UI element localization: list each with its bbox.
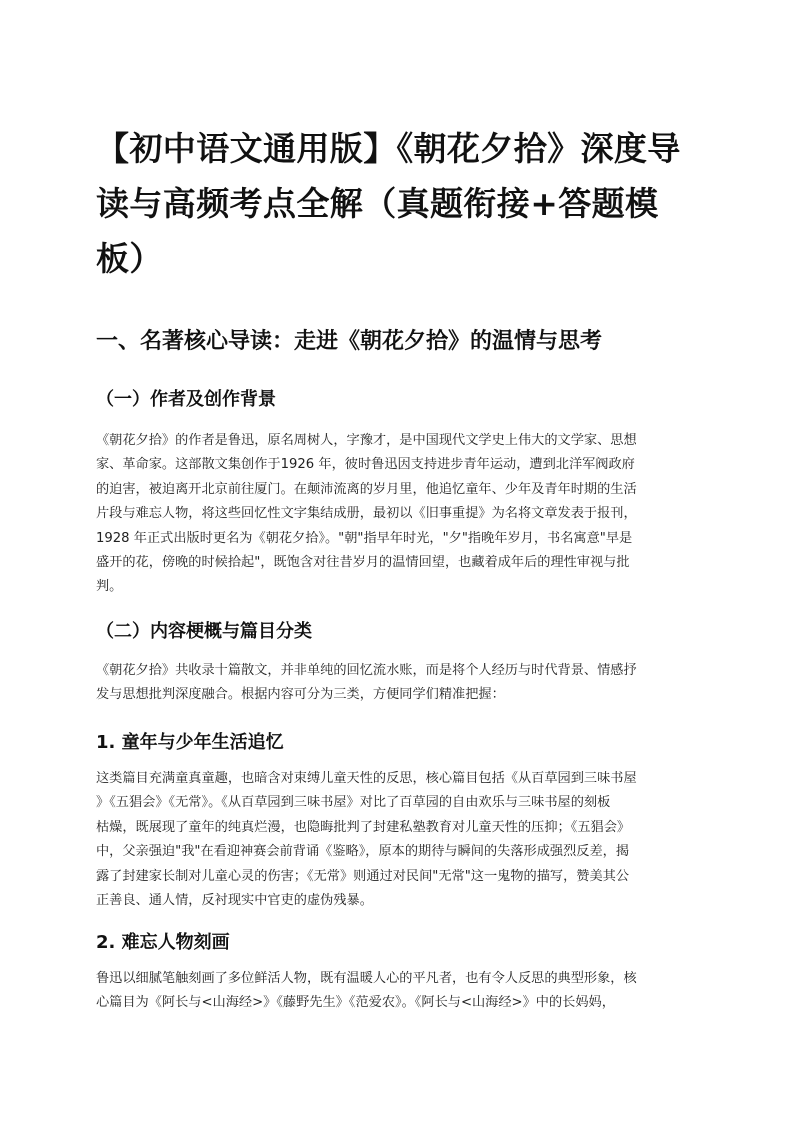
paragraph-characters: [96, 967, 699, 1016]
category-heading-childhood: 1. 童年与少年生活追忆: [96, 732, 284, 753]
paragraph-childhood: [96, 767, 699, 913]
text-line: 中，父亲强迫"我"在看迎神赛会前背诵《鉴略》，原本的期待与瞬间的失落形成强烈反差，揭: [96, 844, 630, 860]
text-line: 这类篇目充满童真童趣，也暗含对束缚儿童天性的反思，核心篇目包括《从百草园到三味书屋: [96, 771, 637, 786]
text-line: 》《五猖会》《无常》。《从百草园到三味书屋》对比了百草园的自由欢乐与三味书屋的刻板: [96, 795, 611, 811]
text-line: 判。: [96, 579, 123, 595]
text-line: 《朝花夕拾》共收录十篇散文，并非单纯的回忆流水账，而是将个人经历与时代背景、情感抒: [96, 663, 637, 678]
section-heading-guide: 一、名著核心导读：走进《朝花夕拾》的温情与思考: [96, 329, 603, 354]
text-line: 的迫害，被迫离开北京前往厦门。在颠沛流离的岁月里，他追忆童年、少年及青年时期的生活: [96, 481, 637, 497]
category-heading-characters: 2. 难忘人物刻画: [96, 932, 230, 953]
text-line: 1928 年正式出版时更名为《朝花夕拾》。"朝"指早年时光，"夕"指晚年岁月，书名寓意"早是: [96, 530, 633, 546]
text-line: 发与思想批判深度融合。根据内容可分为三类，方便同学们精准把握：: [96, 687, 505, 703]
subsection-heading-author: （一）作者及创作背景: [96, 389, 276, 410]
text-line: 露了封建家长制对儿童心灵的伤害；《无常》则通过对民间"无常"这一鬼物的描写，赞美其公: [96, 868, 630, 884]
text-line: 《朝花夕拾》的作者是鲁迅，原名周树人，字豫才，是中国现代文学史上伟大的文学家、思想: [96, 433, 637, 448]
paragraph-content-overview: [96, 659, 699, 708]
text-line: 正善良、通人情，反衬现实中官吏的虚伪残暴。: [96, 893, 373, 909]
text-line: 片段与难忘人物，将这些回忆性文字集结成册，最初以《旧事重提》为名将文章发表于报刊，: [96, 506, 637, 522]
text-line: 枯燥，既展现了童年的纯真烂漫，也隐晦批判了封建私塾教育对儿童天性的压抑；《五猖会》: [96, 819, 631, 835]
paragraph-author-background: [96, 429, 699, 600]
document-title: 【初中语文通用版】《朝花夕拾》深度导读与高频考点全解（真题衔接+答题模板）: [96, 129, 681, 278]
text-line: 家、革命家。这部散文集创作于1926 年，彼时鲁迅因支持进步青年运动，遭到北洋军阀政府: [96, 457, 635, 473]
subsection-heading-content: （二）内容梗概与篇目分类: [96, 621, 312, 642]
text-line: 心篇目为《阿长与<山海经>》《藤野先生》《范爱农》。《阿长与<山海经>》中的长妈妈，: [96, 995, 615, 1011]
text-line: 鲁迅以细腻笔触刻画了多位鲜活人物，既有温暖人心的平凡者，也有令人反思的典型形象，核: [96, 971, 637, 986]
text-line: 盛开的花，傍晚的时候拾起"，既饱含对往昔岁月的温情回望，也藏着成年后的理性审视与批: [96, 555, 630, 571]
